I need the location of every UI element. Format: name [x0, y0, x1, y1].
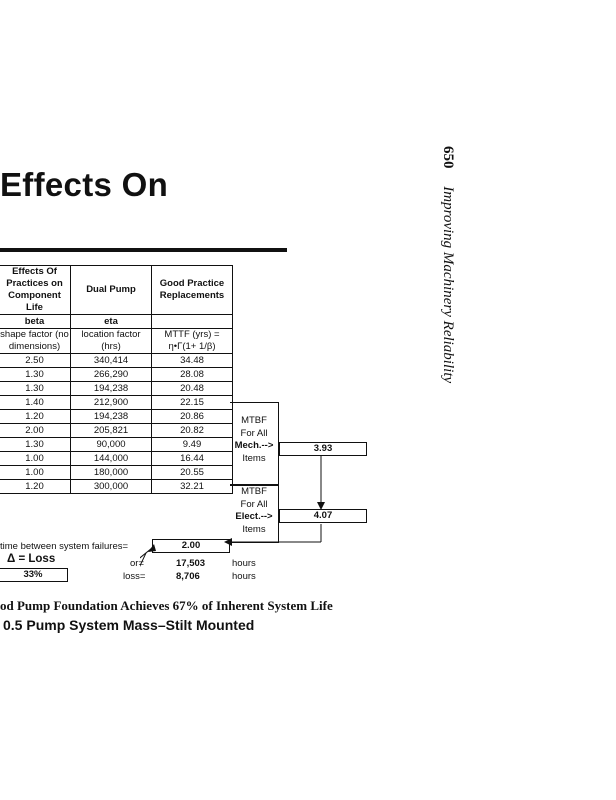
- desc-shape-factor: shape factor (no dimensions): [0, 329, 69, 352]
- eta-cell: 180,000: [71, 466, 152, 480]
- page-number: 650: [440, 146, 456, 169]
- beta-cell: 1.20: [0, 410, 71, 424]
- mech-line-4: Items: [242, 452, 266, 464]
- running-header: [439, 146, 456, 383]
- figure-caption-line2: 0.5 Pump System Mass–Stilt Mounted: [3, 617, 255, 633]
- beta-cell: 1.00: [0, 466, 71, 480]
- loss-label: Δ = Loss: [7, 553, 56, 565]
- mttf-cell: 22.15: [152, 396, 233, 410]
- or-unit: hours: [232, 558, 256, 569]
- beta-cell: 1.00: [0, 452, 71, 466]
- mttf-cell: 28.08: [152, 368, 233, 382]
- mttf-cell: 9.49: [152, 438, 233, 452]
- mech-line-2: For All: [240, 427, 268, 439]
- elect-line-1: MTBF: [241, 486, 267, 497]
- page-title: Effects On: [0, 166, 169, 203]
- mech-line-1: MTBF: [241, 415, 267, 426]
- header-good-practice: Good Practice Replacements: [152, 266, 233, 315]
- beta-cell: 2.50: [0, 354, 71, 368]
- eta-cell: 90,000: [71, 438, 152, 452]
- mttf-cell: 20.82: [152, 424, 233, 438]
- loss2-value: 8,706: [176, 571, 200, 582]
- eta-cell: 266,290: [71, 368, 152, 382]
- loss-percent: 33%: [0, 568, 68, 582]
- eta-cell: 300,000: [71, 480, 152, 494]
- mttf-cell: 20.86: [152, 410, 233, 424]
- beta-cell: 1.40: [0, 396, 71, 410]
- elect-line-2: For All: [240, 498, 268, 510]
- table-row: [0, 410, 233, 424]
- eta-cell: 194,238: [71, 382, 152, 396]
- eta-cell: 144,000: [71, 452, 152, 466]
- beta-cell: 1.30: [0, 382, 71, 396]
- title-rule: [0, 248, 287, 252]
- or-label: or=: [130, 558, 144, 569]
- header-dual-pump: Dual Pump: [71, 266, 152, 315]
- mech-down-arrow: [317, 502, 325, 510]
- eta-cell: 212,900: [71, 396, 152, 410]
- mech-mtbf-value: 3.93: [279, 442, 367, 456]
- beta-cell: 1.20: [0, 480, 71, 494]
- loss2-label: loss=: [123, 571, 146, 582]
- table-row: [0, 424, 233, 438]
- subheader-blank: [152, 315, 233, 329]
- mttf-cell: 20.55: [152, 466, 233, 480]
- elect-mtbf-value: 4.07: [279, 509, 367, 523]
- or-value: 17,503: [176, 558, 206, 569]
- mttf-cell: 34.48: [152, 354, 233, 368]
- subheader-eta: eta: [71, 315, 152, 329]
- desc-location-factor: location factor (hrs): [71, 329, 152, 354]
- beta-cell: 2.00: [0, 424, 71, 438]
- table-subheader-row: [0, 315, 233, 329]
- mttf-cell: 32.21: [152, 480, 233, 494]
- desc-mttf: MTTF (yrs) = η•Γ(1+ 1/β): [152, 329, 233, 354]
- mech-line-3: Mech.-->: [234, 440, 274, 451]
- beta-cell: 1.30: [0, 368, 71, 382]
- table-row: [0, 382, 233, 396]
- table-row: [0, 354, 233, 368]
- figure-caption-line1: od Pump Foundation Achieves 67% of Inherent System Life: [0, 598, 333, 613]
- eta-cell: 205,821: [71, 424, 152, 438]
- table-row: [0, 368, 233, 382]
- table-row: [0, 396, 233, 410]
- system-failures-label: time between system failures=: [0, 541, 129, 552]
- table-desc-row: [0, 329, 233, 354]
- book-title: Improving Machinery Reliability: [440, 186, 456, 384]
- mttf-cell: 16.44: [152, 452, 233, 466]
- mttf-cell: 20.48: [152, 382, 233, 396]
- header-effects: Effects Of Practices on Component Life: [0, 266, 71, 315]
- loss2-unit: hours: [232, 571, 256, 582]
- beta-cell: 1.30: [0, 438, 71, 452]
- table-header-row: [0, 266, 233, 315]
- eta-cell: 194,238: [71, 410, 152, 424]
- elect-line-3: Elect.-->: [235, 511, 273, 522]
- eta-cell: 340,414: [71, 354, 152, 368]
- subheader-beta: beta: [0, 315, 71, 329]
- system-failures-value: 2.00: [152, 539, 230, 553]
- elect-line-4: Items: [242, 523, 266, 535]
